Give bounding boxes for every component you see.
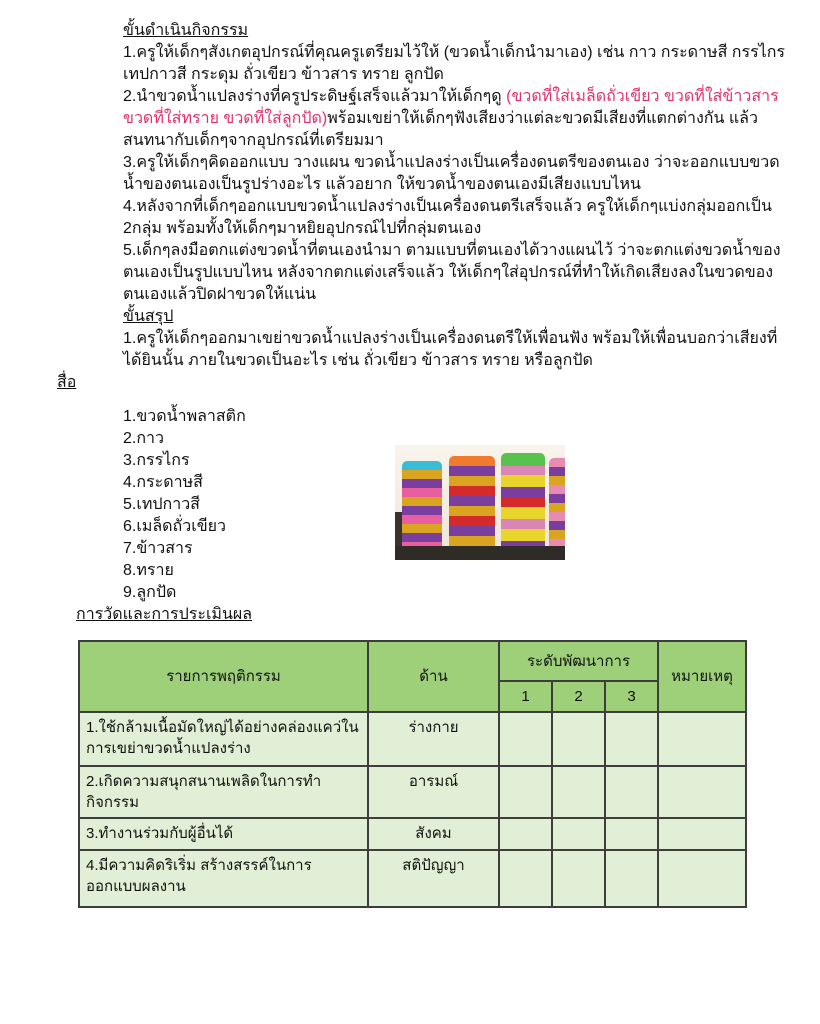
col-header-level-3: 3 — [605, 681, 658, 712]
level-1-cell — [499, 766, 552, 818]
level-3-cell — [605, 818, 658, 850]
col-header-aspect: ด้าน — [368, 641, 499, 712]
media-item: 5.เทปกาวสี — [123, 496, 200, 513]
step-text: พร้อมเขย่าให้เด็กๆฟังเสียงว่าแต่ละขวดมีเสียงที่แตกต่างกัน แล้วสนทนากับเด็กๆจากอุปกรณ์ที่เตรียมมา — [123, 110, 758, 149]
highlighted-text: (ขวดที่ใส่เมล็ดถั่วเขียว ขวดที่ใส่ข้าวสาร ขวดที่ใส่ทราย ขวดที่ใส่ลูกปัด) — [123, 88, 779, 127]
behavior-cell: 4.มีความคิดริเริ่ม สร้างสรรค์ในการออกแบบผลงาน — [79, 850, 368, 907]
col-header-behavior: รายการพฤติกรรม — [79, 641, 368, 712]
level-3-cell — [605, 850, 658, 907]
level-1-cell — [499, 712, 552, 766]
aspect-cell: สังคม — [368, 818, 499, 850]
activity-step-1 — [123, 42, 795, 86]
behavior-cell: 2.เกิดความสนุกสนานเพลิดในการทำกิจกรรม — [79, 766, 368, 818]
striped-bottle-icon — [549, 458, 565, 553]
aspect-cell: อารมณ์ — [368, 766, 499, 818]
evaluation-heading: การวัดและการประเมินผล — [76, 606, 253, 623]
striped-bottle-icon — [449, 456, 495, 555]
level-1-cell — [499, 850, 552, 907]
media-item: 4.กระดาษสี — [123, 474, 203, 491]
step-text: 5.เด็กๆลงมือตกแต่งขวดน้ำที่ตนเองนำมา ตามแบบที่ตนเองได้วางแผนไว้ ว่าจะตกแต่งขวดน้ำของตนเองเป็นรูปแบบไหน หลังจากตกแต่งเสร็จแล้ว ให้เด็กๆใส่อุปกรณ์ที่ทำให้เกิดเสียงลงในขวดของตนเองแล้วปิดฝาขวดให้แน่น — [123, 242, 781, 303]
level-2-cell — [552, 850, 605, 907]
decorated-bottles-photo — [395, 445, 565, 560]
activity-heading: ขั้นดำเนินกิจกรรม — [123, 22, 249, 39]
striped-bottle-icon — [402, 461, 442, 553]
step-text: 4.หลังจากที่เด็กๆออกแบบขวดน้ำแปลงร่างเป็นเครื่องดนตรีเสร็จแล้ว ครูให้เด็กๆแบ่งกลุ่มออกเป็น 2กลุ่ม พร้อมทั้งให้เด็กๆมาหยิยอุปกรณ์ไปที่กลุ่มตนเอง — [123, 198, 772, 237]
step-text: 1.ครูให้เด็กๆสังเกตอุปกรณ์ที่คุณครูเตรียมไว้ให้ (ขวดน้ำเด็กนำมาเอง) เช่น กาว กระดาษสี กรรไกร เทปกาวสี กระดุม ถั่วเขียว ข้าวสาร ทราย ลูกปัด — [123, 44, 786, 83]
table-row — [79, 712, 746, 766]
level-1-cell — [499, 818, 552, 850]
table-row — [79, 850, 746, 907]
media-item: 6.เมล็ดถั่วเขียว — [123, 518, 226, 535]
summary-heading: ขั้นสรุป — [123, 308, 174, 325]
behavior-cell: 3.ทำงานร่วมกับผู้อื่นได้ — [79, 818, 368, 850]
col-header-level-2: 2 — [552, 681, 605, 712]
level-3-cell — [605, 766, 658, 818]
col-header-level-1: 1 — [499, 681, 552, 712]
col-header-note: หมายเหตุ — [658, 641, 746, 712]
aspect-cell: ร่างกาย — [368, 712, 499, 766]
behavior-cell: 1.ใช้กล้ามเนื้อมัดใหญ่ได้อย่างคล่องแคว่ในการเขย่าขวดน้ำแปลงร่าง — [79, 712, 368, 766]
table-row — [79, 818, 746, 850]
evaluation-table — [78, 640, 747, 908]
media-item: 1.ขวดน้ำพลาสติก — [123, 408, 246, 425]
activity-step-5 — [123, 240, 795, 306]
evaluation-table-wrap — [78, 640, 746, 908]
level-2-cell — [552, 766, 605, 818]
table-row — [79, 766, 746, 818]
media-item: 2.กาว — [123, 430, 164, 447]
note-cell — [658, 850, 746, 907]
activity-step-3 — [123, 152, 795, 196]
media-item: 9.ลูกปัด — [123, 584, 177, 601]
note-cell — [658, 766, 746, 818]
media-item: 7.ข้าวสาร — [123, 540, 193, 557]
aspect-cell: สติปัญญา — [368, 850, 499, 907]
photo-table-surface — [395, 546, 565, 560]
activity-step-4 — [123, 196, 795, 240]
activity-step-2 — [123, 86, 795, 152]
level-2-cell — [552, 712, 605, 766]
media-heading: สื่อ — [57, 374, 77, 391]
note-cell — [658, 712, 746, 766]
media-item: 8.ทราย — [123, 562, 174, 579]
summary-step-1: 1.ครูให้เด็กๆออกมาเขย่าขวดน้ำแปลงร่างเป็นเครื่องดนตรีให้เพื่อนฟัง พร้อมให้เพื่อนบอกว่าเสียงที่ได้ยินนั้น ภายในขวดเป็นอะไร เช่น ถั่วเขียว ข้าวสาร ทราย หรือลูกปัด — [123, 330, 778, 369]
level-3-cell — [605, 712, 658, 766]
striped-bottle-icon — [501, 453, 545, 556]
col-header-level: ระดับพัฒนาการ — [499, 641, 658, 681]
note-cell — [658, 818, 746, 850]
step-text: 3.ครูให้เด็กๆคิดออกแบบ วางแผน ขวดน้ำแปลงร่างเป็นเครื่องดนตรีของตนเอง ว่าจะออกแบบขวดน้ำของตนเองเป็นรูปร่างอะไร แล้วอยาก ให้ขวดน้ำของตนเองมีเสียงแบบไหน — [123, 154, 780, 193]
media-item: 3.กรรไกร — [123, 452, 190, 469]
level-2-cell — [552, 818, 605, 850]
step-text: 2.นำขวดน้ำแปลงร่างที่ครูประดิษฐ์เสร็จแล้วมาให้เด็กๆดู — [123, 88, 507, 105]
